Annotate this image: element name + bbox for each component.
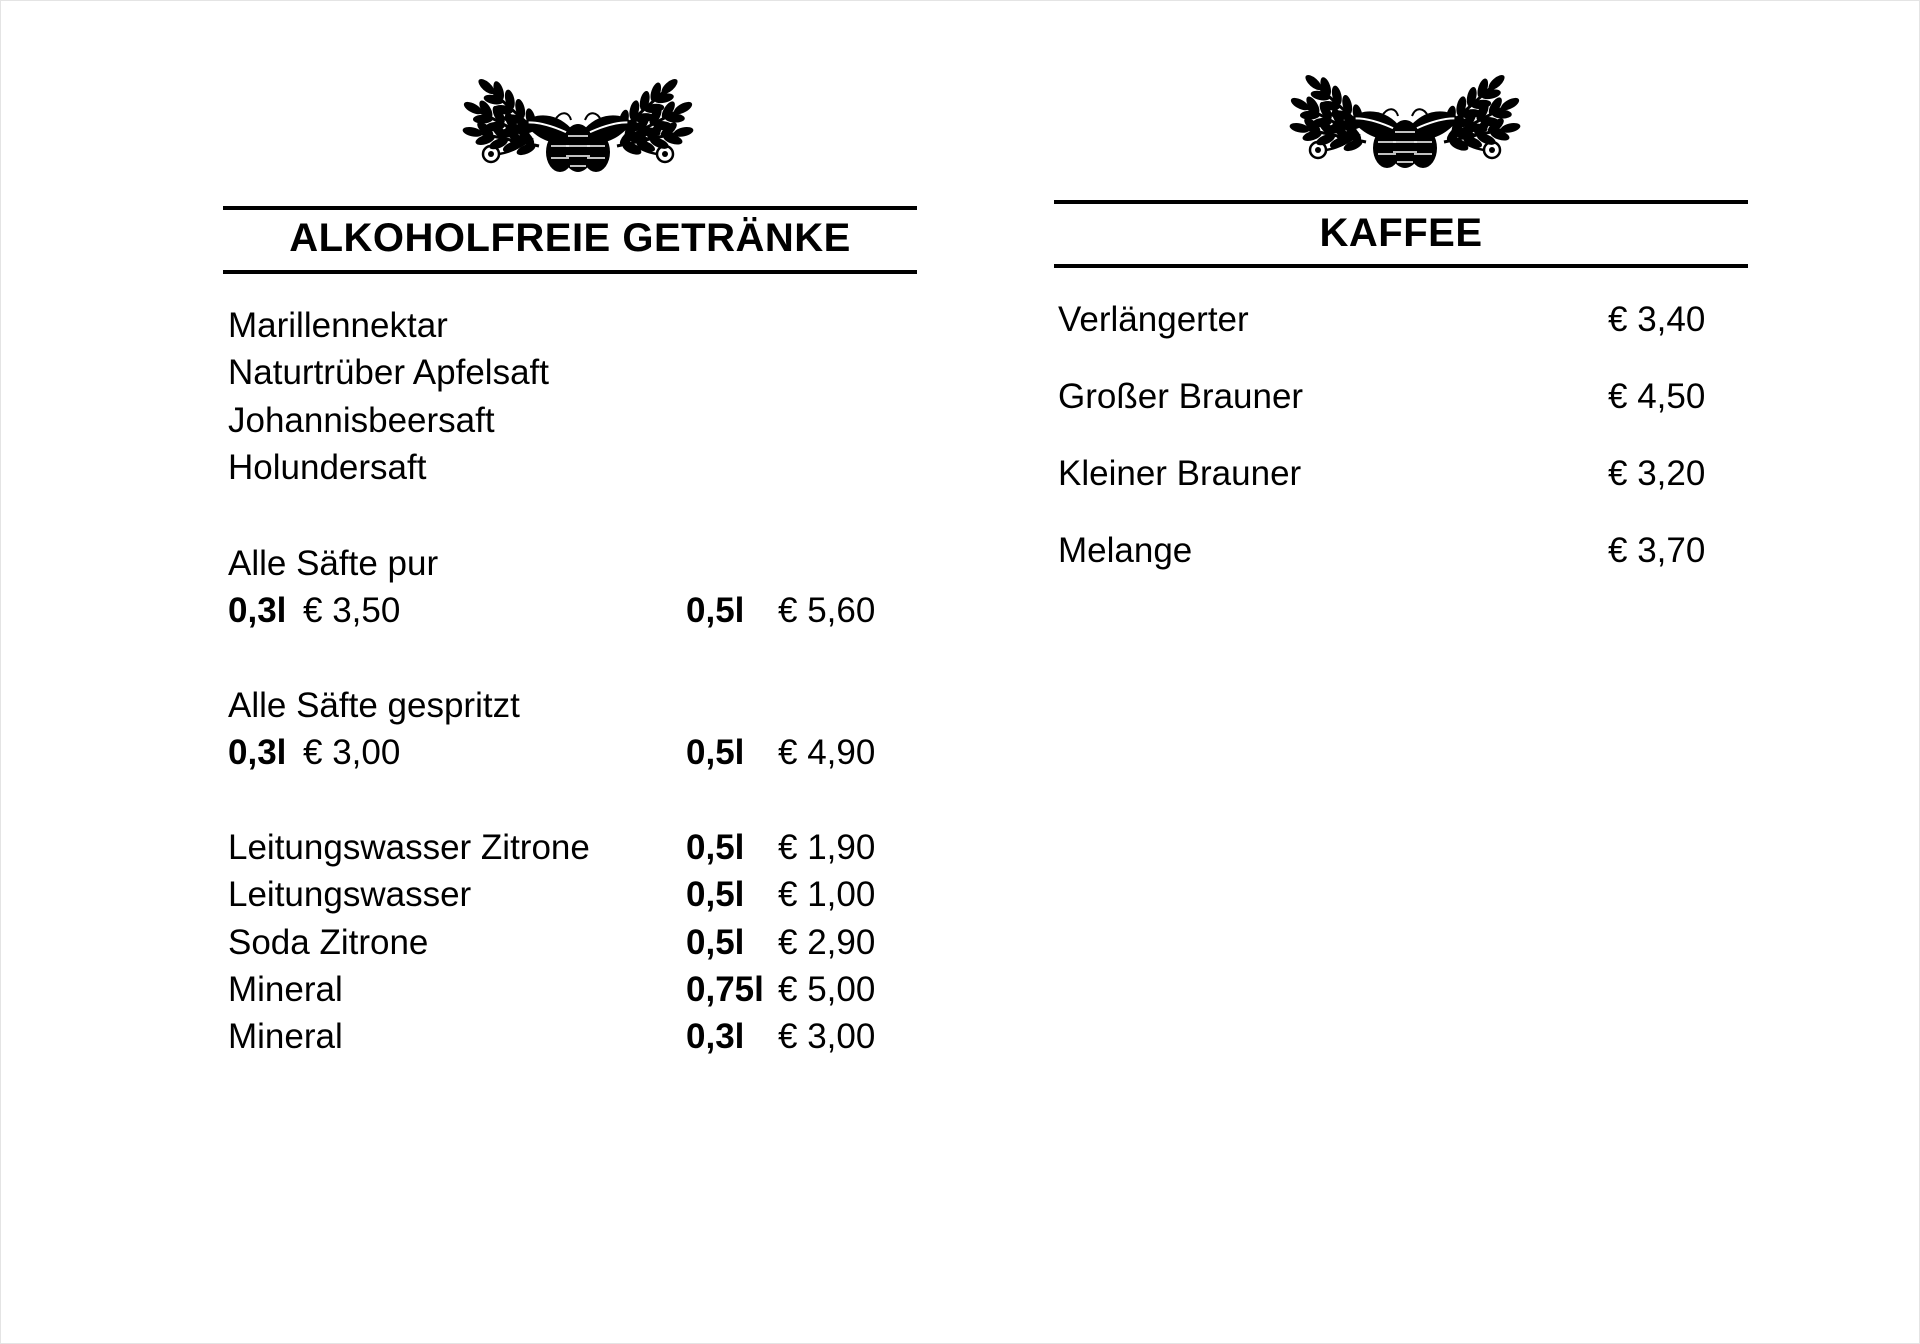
drink-name: Soda Zitrone: [228, 923, 429, 962]
juice-item: Holundersaft: [228, 448, 427, 487]
drink-price: € 1,00: [778, 875, 876, 914]
gespritzt-price-small: € 3,00: [303, 733, 401, 772]
drink-price: € 5,00: [778, 970, 876, 1009]
coffee-price: € 3,40: [1608, 300, 1706, 339]
coffee-name: Verlängerter: [1058, 300, 1249, 339]
section-bottom-rule: [1054, 264, 1748, 268]
pur-label: Alle Säfte pur: [228, 544, 439, 583]
drink-price: € 1,90: [778, 828, 876, 867]
gespritzt-price-large: € 4,90: [778, 733, 876, 772]
gespritzt-size-large: 0,5l: [686, 733, 745, 772]
drink-name: Mineral: [228, 970, 343, 1009]
drink-name: Leitungswasser: [228, 875, 472, 914]
drink-size: 0,5l: [686, 923, 745, 962]
pur-size-large: 0,5l: [686, 591, 745, 630]
drink-size: 0,5l: [686, 828, 745, 867]
pur-price-small: € 3,50: [303, 591, 401, 630]
wheat-hop-ornament-icon: [443, 60, 713, 180]
section-title-alkoholfrei: ALKOHOLFREIE GETRÄNKE: [289, 216, 851, 260]
coffee-price: € 3,70: [1608, 531, 1706, 570]
pur-price-large: € 5,60: [778, 591, 876, 630]
drink-price: € 2,90: [778, 923, 876, 962]
coffee-price: € 3,20: [1608, 454, 1706, 493]
gespritzt-size-small: 0,3l: [228, 733, 287, 772]
section-top-rule: [223, 206, 917, 210]
coffee-price: € 4,50: [1608, 377, 1706, 416]
juice-item: Johannisbeersaft: [228, 401, 495, 440]
drink-name: Leitungswasser Zitrone: [228, 828, 590, 867]
section-bottom-rule: [223, 270, 917, 274]
drink-size: 0,3l: [686, 1017, 745, 1056]
juice-item: Marillennektar: [228, 306, 448, 345]
coffee-name: Kleiner Brauner: [1058, 454, 1302, 493]
coffee-name: Großer Brauner: [1058, 377, 1304, 416]
wheat-hop-ornament-icon: [1270, 56, 1540, 176]
section-top-rule: [1054, 200, 1748, 204]
drink-size: 0,75l: [686, 970, 764, 1009]
gespritzt-label: Alle Säfte gespritzt: [228, 686, 520, 725]
coffee-name: Melange: [1058, 531, 1193, 570]
drink-name: Mineral: [228, 1017, 343, 1056]
juice-item: Naturtrüber Apfelsaft: [228, 353, 549, 392]
pur-size-small: 0,3l: [228, 591, 287, 630]
drink-size: 0,5l: [686, 875, 745, 914]
section-title-kaffee: KAFFEE: [1319, 211, 1483, 255]
drink-price: € 3,00: [778, 1017, 876, 1056]
